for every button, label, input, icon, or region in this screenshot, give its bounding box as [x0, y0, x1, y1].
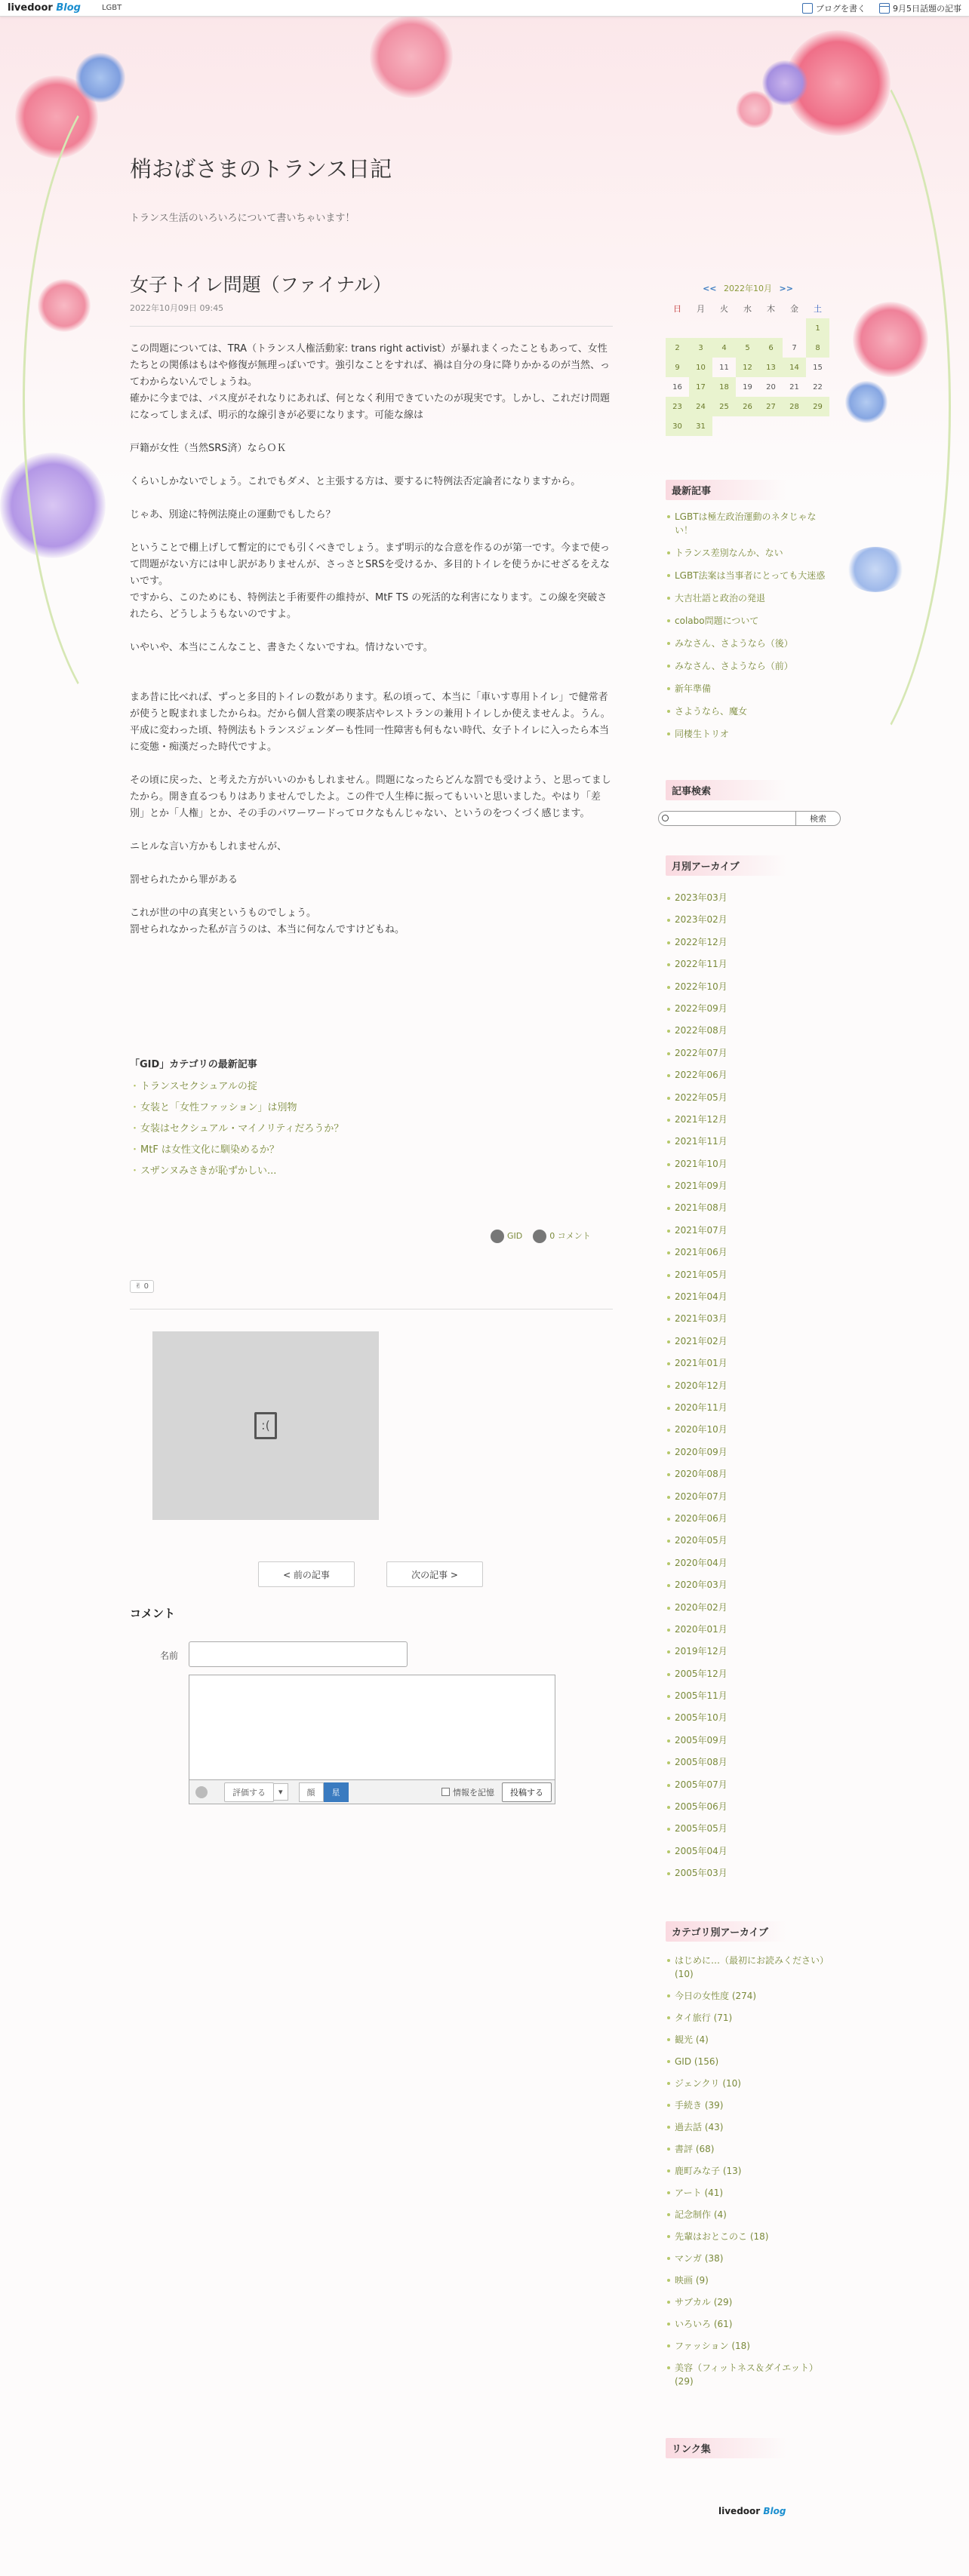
search-icon [662, 815, 669, 821]
calendar-day[interactable]: 29 [806, 397, 829, 416]
search-heading: 記事検索 [666, 780, 786, 800]
blog-title[interactable]: 梢おばさまのトランス日記 [130, 156, 392, 182]
calendar-day[interactable]: 8 [806, 338, 829, 358]
star-mode-button[interactable]: 星 [324, 1782, 349, 1802]
calendar-day: 22 [813, 382, 823, 391]
monthly-archive-link[interactable]: 2021年01月 [666, 1352, 830, 1374]
calendar-empty-cell [666, 318, 689, 338]
monthly-heading: 月別アーカイブ [666, 855, 786, 876]
monthly-archive-link[interactable]: 2022年09月 [666, 998, 830, 1020]
article-paragraph: これが世の中の真実というものでしょう。 [130, 907, 317, 919]
article-paragraph: 戸籍が女性（当然SRS済）ならＯＫ [130, 443, 287, 454]
article-paragraph: 確かに今までは、パス度がそれなりにあれば、何となく利用できていたのが現実です。しかし、これだけ問題になってしまえば、明示的な線引きが必要になります。可能な線は [130, 393, 610, 421]
monthly-archive-link[interactable]: 2005年06月 [666, 1796, 830, 1818]
calendar-day[interactable]: 17 [689, 377, 712, 397]
calendar-day[interactable]: 12 [736, 358, 759, 377]
embedded-image-placeholder [152, 1331, 379, 1520]
monthly-archive-list [666, 887, 830, 1885]
monthly-archive-link[interactable]: 2019年12月 [666, 1641, 830, 1663]
monthly-archive-link[interactable]: 2020年08月 [666, 1463, 830, 1485]
calendar-day[interactable]: 4 [712, 338, 736, 358]
submit-comment-button[interactable]: 投稿する [502, 1782, 552, 1802]
name-label: 名前 [160, 1650, 179, 1661]
top-articles-link[interactable]: 9月5日話題の記事 [879, 2, 961, 14]
monthly-archive-link[interactable]: 2020年03月 [666, 1574, 830, 1596]
related-article-link[interactable]: ・ MtF は女性文化に馴染めるか？ [130, 1140, 613, 1161]
search-button[interactable]: 検索 [795, 811, 841, 826]
monthly-archive-link[interactable]: 2020年12月 [666, 1375, 830, 1397]
recent-article-link[interactable]: みなさん、さようなら（前） [666, 659, 830, 673]
monthly-archive-link[interactable]: 2022年10月 [666, 976, 830, 998]
calendar-empty-cell [783, 318, 806, 338]
comment-count-link[interactable]: 0 コメント [533, 1230, 591, 1243]
calendar-month: 2022年10月 [724, 284, 772, 293]
article-title[interactable]: 女子トイレ問題（ファイナル） [130, 274, 392, 296]
comment-icon [533, 1230, 546, 1243]
article-date: 2022年10月09日 09:45 [130, 303, 224, 313]
monthly-archive-link[interactable]: 2022年11月 [666, 953, 830, 975]
monthly-archive-link[interactable]: 2023年03月 [666, 887, 830, 909]
links-heading: リンク集 [666, 2438, 786, 2458]
calendar-weekday: 水 [743, 304, 752, 314]
prev-article-button[interactable]: < 前の記事 [258, 1561, 355, 1587]
category-archive-link[interactable]: アート (41) [666, 2186, 830, 2200]
calendar-day[interactable]: 28 [783, 397, 806, 416]
article-meta [491, 1230, 591, 1243]
calendar-day[interactable]: 18 [712, 377, 736, 397]
monthly-archive-link[interactable]: 2022年12月 [666, 932, 830, 953]
category-tag[interactable]: GID [491, 1230, 522, 1243]
recent-article-link[interactable]: colabo問題について [666, 614, 830, 628]
monthly-archive-link[interactable]: 2021年07月 [666, 1220, 830, 1242]
search-form [658, 811, 841, 826]
category-archive-link[interactable]: はじめに…（最初にお読みください）(10) [666, 1954, 830, 1981]
monthly-archive-link[interactable]: 2022年05月 [666, 1087, 830, 1109]
category-archive-link[interactable]: 今日の女性度 (274) [666, 1989, 830, 2003]
calendar-day[interactable]: 26 [736, 397, 759, 416]
calendar-weekday: 土 [814, 304, 822, 314]
calendar-day[interactable]: 1 [806, 318, 829, 338]
calendar-empty-cell [759, 318, 783, 338]
calendar-next-link[interactable]: >> [779, 284, 793, 293]
calendar-day[interactable]: 3 [689, 338, 712, 358]
category-link[interactable]: LGBT [101, 4, 122, 12]
monthly-archive-link[interactable]: 2021年06月 [666, 1242, 830, 1263]
calendar-weekday: 月 [697, 304, 705, 314]
recent-article-link[interactable]: 大吉壮語と政治の発退 [666, 591, 830, 605]
article-paragraph: ということで棚上げして暫定的にでも引くべきでしょう。まず明示的な合意を作るのが第一です。今まで使って問題がない方には申し訳がありませんが、さっさとSRSを受けるか、多目的トイレを使うかにせざるをえないです。 [130, 542, 610, 587]
calendar-day[interactable]: 5 [736, 338, 759, 358]
calendar-weekday: 金 [790, 304, 798, 314]
checkbox-icon [441, 1788, 450, 1796]
calendar-empty-cell [736, 318, 759, 338]
monthly-archive-link[interactable]: 2021年08月 [666, 1197, 830, 1219]
monthly-archive-link[interactable]: 2021年05月 [666, 1264, 830, 1286]
name-input[interactable] [189, 1641, 408, 1667]
calendar-day[interactable]: 10 [689, 358, 712, 377]
folder-icon [491, 1230, 504, 1243]
recent-article-link[interactable]: LGBT法案は当事者にとっても大迷惑 [666, 569, 830, 582]
global-header [0, 0, 969, 17]
monthly-archive-link[interactable]: 2020年07月 [666, 1486, 830, 1508]
calendar-day[interactable]: 31 [689, 416, 712, 436]
calendar-day: 21 [789, 382, 799, 391]
category-archive-link[interactable]: 観光 (4) [666, 2033, 830, 2046]
recent-article-link[interactable]: みなさん、さようなら（後） [666, 637, 830, 650]
like-button[interactable]: ✌ 0 [130, 1280, 154, 1293]
category-archive-link[interactable]: GID (156) [666, 2055, 830, 2068]
calendar-icon [879, 3, 890, 14]
category-archive-link[interactable]: いろいろ (61) [666, 2317, 830, 2331]
calendar-weekday: 火 [720, 304, 728, 314]
category-archive-list [666, 1954, 830, 2396]
article-paragraph: いやいや、本当にこんなこと、書きたくないですね。情けないです。 [130, 642, 433, 653]
related-article-link[interactable]: ・ 女装はセクシュアル・マイノリティだろうか？ [130, 1119, 613, 1140]
article-paragraph: 罰せられたから罪がある [130, 874, 238, 886]
blog-description: トランス生活のいろいろについて書いちゃいます！ [130, 213, 355, 224]
category-archive-link[interactable]: ファッション (18) [666, 2339, 830, 2353]
emoji-icon[interactable] [195, 1786, 208, 1798]
related-article-link[interactable]: ・ トランスセクシュアルの掟 [130, 1076, 613, 1098]
category-archive-link[interactable]: 映画 (9) [666, 2274, 830, 2287]
search-input[interactable] [658, 811, 795, 826]
category-archive-link[interactable]: タイ旅行 (71) [666, 2011, 830, 2025]
recent-article-link[interactable]: さようなら、魔女 [666, 705, 830, 718]
monthly-archive-link[interactable]: 2021年11月 [666, 1131, 830, 1153]
category-archive-link[interactable]: 書評 (68) [666, 2142, 830, 2156]
calendar-day[interactable]: 6 [759, 338, 783, 358]
article-paragraph: ですから、このためにも、特例法と手術要件の維持が、MtF TS の死活的な利害になります。この線を突破されたら、どうしようもないのですよ。 [130, 592, 608, 620]
article-paragraph: ニヒルな言い方かもしれませんが、 [130, 841, 288, 852]
category-archive-link[interactable]: 手続き (39) [666, 2099, 830, 2112]
monthly-archive-link[interactable]: 2005年04月 [666, 1841, 830, 1862]
related-article-link[interactable]: ・ スザンヌみさきが恥ずかしい... [130, 1161, 613, 1182]
monthly-archive-link[interactable]: 2020年11月 [666, 1397, 830, 1419]
monthly-archive-link[interactable]: 2005年10月 [666, 1707, 830, 1729]
recent-articles-list [666, 510, 830, 750]
next-article-button[interactable]: 次の記事 > [386, 1561, 483, 1587]
article-paragraph: じゃあ、別途に特例法廃止の運動でもしたら？ [130, 509, 336, 520]
calendar-prev-link[interactable]: << [703, 284, 717, 293]
calendar-grid [666, 299, 830, 436]
monthly-archive-link[interactable]: 2021年10月 [666, 1153, 830, 1175]
recent-article-link[interactable]: LGBTは極左政治運動のネタじゃない！ [666, 510, 830, 537]
comment-toolbar [189, 1780, 555, 1804]
calendar-day[interactable]: 9 [666, 358, 689, 377]
calendar-day: 16 [672, 382, 682, 391]
recent-article-link[interactable]: トランス差別なんか、ない [666, 546, 830, 560]
write-blog-link[interactable]: ブログを書く [802, 2, 866, 14]
monthly-archive-link[interactable]: 2020年02月 [666, 1597, 830, 1619]
article-body [130, 341, 613, 938]
monthly-archive-link[interactable]: 2021年03月 [666, 1308, 830, 1330]
article-paragraph: くらいしかないでしょう。これでもダメ、と主張する方は、要するに特例法否定論者になりますから。 [130, 476, 581, 487]
monthly-archive-link[interactable]: 2021年09月 [666, 1175, 830, 1197]
category-archive-heading: カテゴリ別アーカイブ [666, 1921, 786, 1942]
monthly-archive-link[interactable]: 2020年01月 [666, 1619, 830, 1641]
monthly-archive-link[interactable]: 2020年05月 [666, 1530, 830, 1552]
broken-image-icon: :( [254, 1412, 277, 1439]
monthly-archive-link[interactable]: 2023年02月 [666, 909, 830, 931]
article-paragraph: 罰せられなかった私が言うのは、本当に何なんですけどもね。 [130, 924, 405, 935]
calendar-day[interactable]: 24 [689, 397, 712, 416]
rate-button[interactable]: 評価する [224, 1782, 274, 1802]
recent-heading: 最新記事 [666, 480, 786, 500]
calendar-day[interactable]: 2 [666, 338, 689, 358]
face-mode-button[interactable]: 顔 [299, 1782, 324, 1802]
monthly-archive-link[interactable]: 2021年12月 [666, 1109, 830, 1131]
monthly-archive-link[interactable]: 2021年04月 [666, 1286, 830, 1308]
category-archive-link[interactable]: 鹿町みな子 (13) [666, 2164, 830, 2178]
article-paragraph: この問題については、TRA（トランス人権活動家: trans right activist）が暴れまくったこともあって、女性たちとの関係はもはや修復が無理っぽいです。強引なことをすれば、禍は自分の身に降りかかるのが当然、ってわからないんでしょうね。 [130, 343, 610, 388]
chevron-down-icon[interactable]: ▾ [274, 1783, 288, 1801]
monthly-archive-link[interactable]: 2005年09月 [666, 1730, 830, 1752]
remember-info-checkbox[interactable]: 情報を記憶 [441, 1786, 494, 1798]
monthly-archive-link[interactable]: 2005年12月 [666, 1663, 830, 1685]
category-archive-link[interactable]: 先輩はおとこのこ (18) [666, 2230, 830, 2243]
calendar-day: 20 [766, 382, 776, 391]
related-article-link[interactable]: ・ 女装と「女性ファッション」は別物 [130, 1098, 613, 1119]
category-archive-link[interactable]: ジェンクリ (10) [666, 2077, 830, 2090]
monthly-archive-link[interactable]: 2005年05月 [666, 1818, 830, 1840]
article-paragraph: まあ昔に比べれば、ずっと多目的トイレの数があります。私の頃って、本当に「車いす専用トイレ」で健常者が使うと睨まれましたからね。だから個人営業の喫茶店やレストランの兼用トイレしか使えませんよ。うん。平成に変わった頃、特例法もトランスジェンダーも性同一性障害も何もない時代、女子トイレに入ったら本当に変態・痴漢だった時代ですよ。 [130, 692, 611, 753]
monthly-archive-link[interactable]: 2020年06月 [666, 1508, 830, 1530]
category-archive-link[interactable]: 美容（フィットネス＆ダイエット）(29) [666, 2361, 830, 2388]
comment-textarea[interactable] [189, 1675, 555, 1780]
category-archive-link[interactable]: サブカル (29) [666, 2295, 830, 2309]
monthly-archive-link[interactable]: 2020年04月 [666, 1552, 830, 1574]
monthly-archive-link[interactable]: 2020年10月 [666, 1419, 830, 1441]
monthly-archive-link[interactable]: 2020年09月 [666, 1442, 830, 1463]
comment-heading: コメント [130, 1607, 176, 1620]
category-archive-link[interactable]: マンガ (38) [666, 2252, 830, 2265]
recent-article-link[interactable]: 新年準備 [666, 682, 830, 695]
calendar-header [666, 282, 830, 294]
rating-mode-toggle [299, 1782, 349, 1802]
calendar-empty-cell [689, 318, 712, 338]
calendar-day[interactable]: 25 [712, 397, 736, 416]
calendar-day[interactable]: 14 [783, 358, 806, 377]
calendar-day: 19 [743, 382, 752, 391]
monthly-archive-link[interactable]: 2022年08月 [666, 1020, 830, 1042]
calendar-day[interactable]: 23 [666, 397, 689, 416]
pencil-icon [802, 3, 813, 14]
monthly-archive-link[interactable]: 2005年08月 [666, 1752, 830, 1773]
monthly-archive-link[interactable]: 2005年11月 [666, 1685, 830, 1707]
category-archive-link[interactable]: 記念制作 (4) [666, 2208, 830, 2221]
calendar-empty-cell [712, 318, 736, 338]
monthly-archive-link[interactable]: 2022年07月 [666, 1042, 830, 1064]
calendar-day: 7 [792, 343, 797, 352]
calendar-day: 15 [813, 363, 823, 372]
monthly-archive-link[interactable]: 2005年07月 [666, 1774, 830, 1796]
related-heading: 「GID」カテゴリの最新記事 [130, 1059, 257, 1070]
monthly-archive-link[interactable]: 2022年06月 [666, 1064, 830, 1086]
recent-article-link[interactable]: 同棲生トリオ [666, 727, 830, 741]
calendar-day[interactable]: 13 [759, 358, 783, 377]
category-archive-link[interactable]: 過去話 (43) [666, 2120, 830, 2134]
calendar-day[interactable]: 27 [759, 397, 783, 416]
related-articles [130, 1056, 613, 1182]
footer-logo[interactable]: livedoor Blog [718, 2506, 786, 2516]
calendar-day: 11 [719, 363, 729, 372]
monthly-archive-link[interactable]: 2005年03月 [666, 1862, 830, 1884]
calendar-weekday: 木 [767, 304, 775, 314]
livedoor-blog-logo[interactable]: livedoor Blog [8, 2, 81, 14]
calendar-weekday: 日 [673, 304, 681, 314]
article-paragraph: その頃に戻った、と考えた方がいいのかもしれません。問題になったらどんな罰でも受けよう、と思ってましたから。開き直るつもりはありませんでしたよ。この件で人生棒に振ってもいいと思いました。やはり「差別」とか「人権」とか、その手のパワーワードってロクなもんじゃない、というのをつくづく感じます。 [130, 775, 611, 819]
calendar [666, 282, 830, 436]
monthly-archive-link[interactable]: 2021年02月 [666, 1331, 830, 1352]
calendar-day[interactable]: 30 [666, 416, 689, 436]
divider [130, 326, 613, 327]
